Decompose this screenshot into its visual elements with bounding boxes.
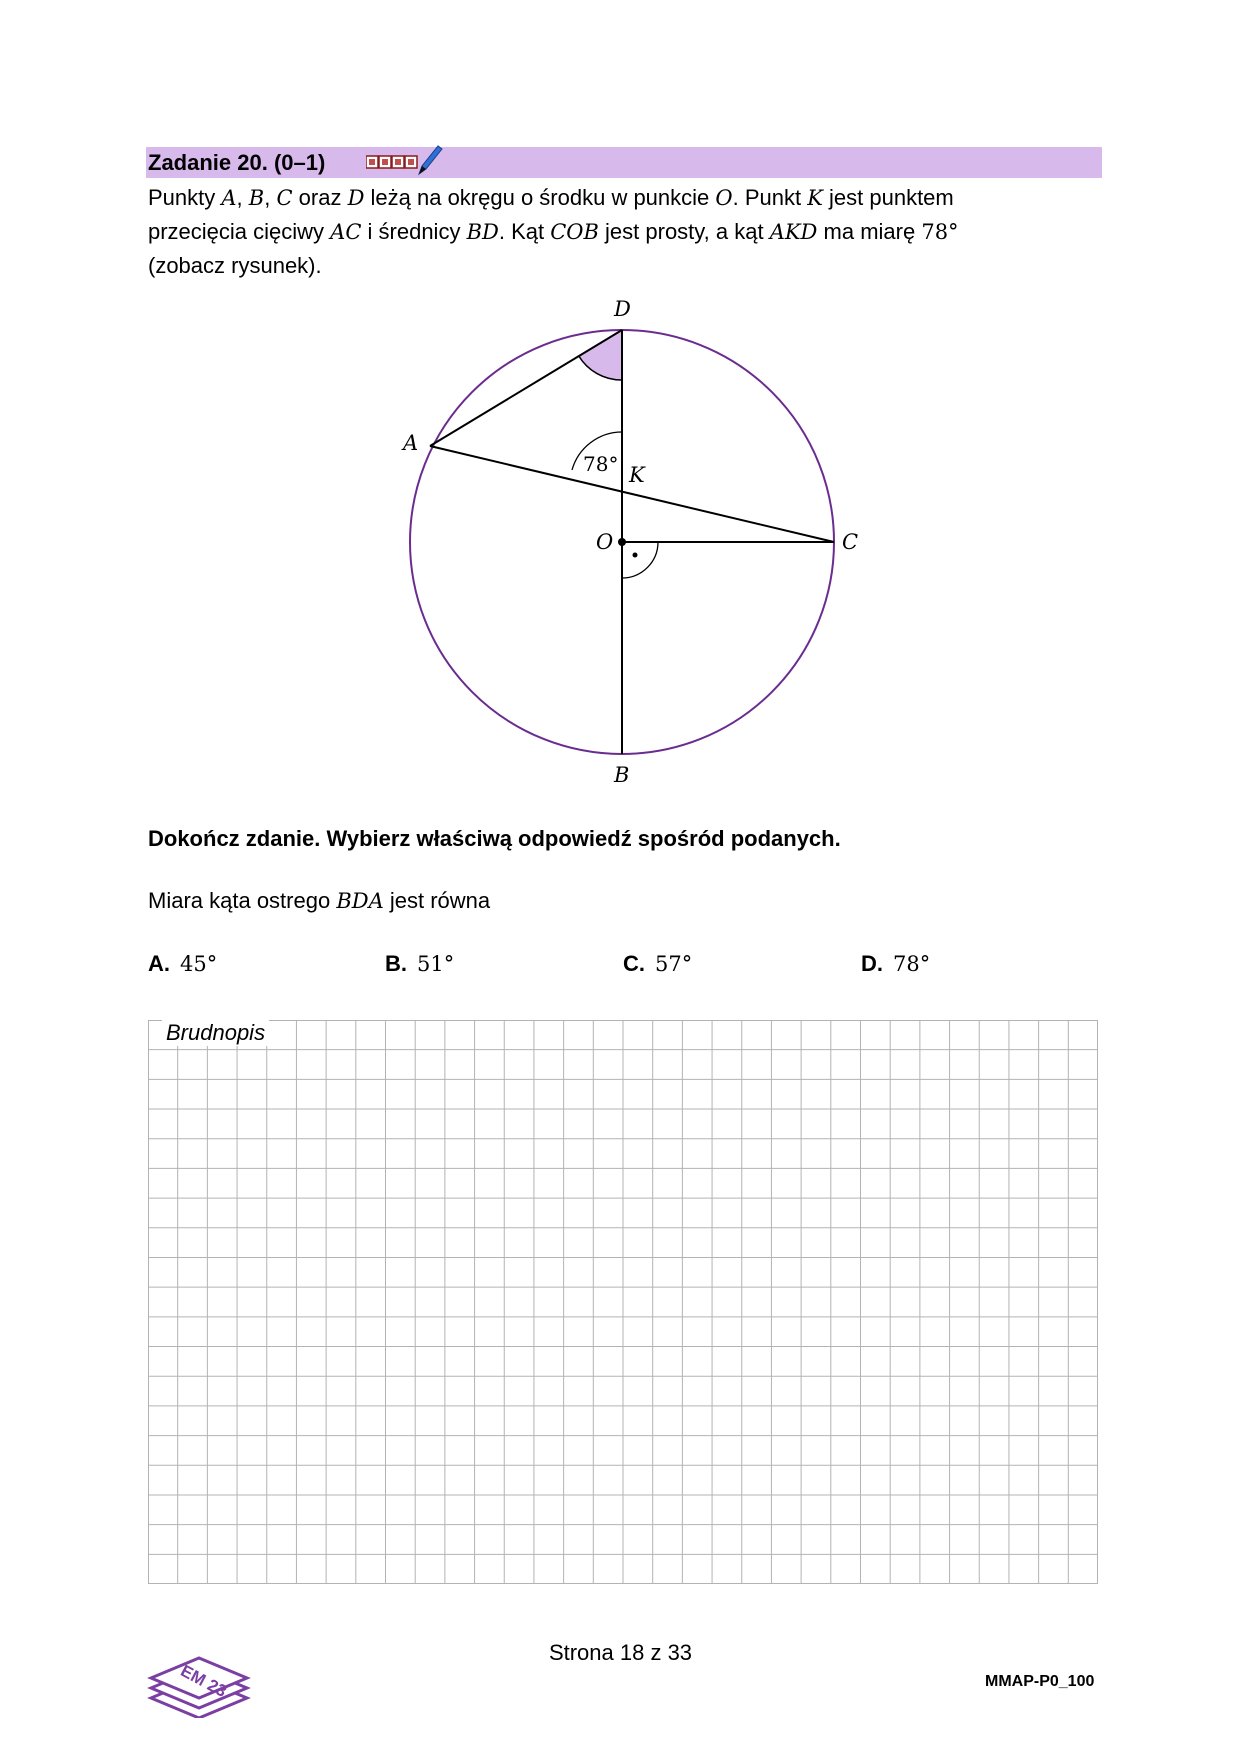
option-value: 57°	[655, 952, 693, 976]
option-d[interactable]	[861, 951, 930, 977]
label-k: K	[629, 463, 645, 487]
option-value: 51°	[417, 952, 455, 976]
option-letter: D.	[861, 951, 883, 976]
checkbox-icon	[392, 156, 404, 168]
page-number: Strona 18 z 33	[548, 1640, 693, 1665]
question	[148, 888, 490, 914]
label-o: O	[596, 530, 614, 554]
problem-line-1	[148, 181, 954, 215]
instruction: Dokończ zdanie. Wybierz właściwą odpowiedź spośród podanych.	[148, 826, 841, 851]
task-skill-icons	[366, 142, 446, 178]
label-d: D	[614, 297, 631, 321]
math-angle-value: 78°	[921, 220, 959, 244]
checkbox-icon	[405, 156, 417, 168]
option-c[interactable]	[623, 951, 692, 977]
center-point-o	[618, 538, 626, 546]
option-letter: A.	[148, 951, 170, 976]
label-c: C	[842, 530, 859, 554]
angle-bda-shade	[579, 330, 623, 380]
math-angle-bda: BDA	[336, 889, 384, 913]
label-b: B	[614, 763, 630, 787]
text: oraz	[292, 185, 348, 210]
pen-icon	[419, 146, 442, 174]
math-chord-ac: AC	[330, 220, 362, 244]
option-b[interactable]	[385, 951, 454, 977]
text: Punkty	[148, 185, 222, 210]
text: ,	[236, 185, 249, 210]
option-value: 78°	[893, 952, 931, 976]
math-point-o: O	[715, 186, 733, 210]
right-angle-dot	[633, 553, 638, 558]
option-value: 45°	[180, 952, 218, 976]
option-letter: B.	[385, 951, 407, 976]
segment-da	[430, 330, 622, 446]
checkbox-icon	[366, 156, 378, 168]
text: i średnicy	[361, 219, 467, 244]
chord-ac	[430, 446, 834, 542]
text: leżą na okręgu o środku w punkcie	[364, 185, 716, 210]
text: przecięcia cięciwy	[148, 219, 331, 244]
angle-label: 78°	[583, 452, 619, 476]
math-angle-akd: AKD	[769, 220, 818, 244]
exam-code: MMAP-P0_100	[985, 1673, 1095, 1690]
math-point-k: K	[807, 186, 823, 210]
text: . Kąt	[498, 219, 551, 244]
problem-line-3: (zobacz rysunek).	[148, 253, 322, 278]
checkbox-icon	[379, 156, 391, 168]
text: . Punkt	[732, 185, 808, 210]
text: ,	[264, 185, 277, 210]
text: jest prosty, a kąt	[598, 219, 770, 244]
math-point-c: C	[276, 186, 293, 210]
text: jest równa	[383, 888, 491, 913]
math-point-d: D	[347, 186, 365, 210]
text: jest punktem	[822, 185, 954, 210]
math-angle-cob: COB	[550, 220, 599, 244]
logo-text: EM 23	[177, 1661, 230, 1701]
right-angle-arc	[622, 542, 658, 578]
option-letter: C.	[623, 951, 645, 976]
text: Miara kąta ostrego	[148, 888, 337, 913]
option-a[interactable]	[148, 951, 217, 977]
task-title: Zadanie 20. (0–1)	[148, 150, 326, 175]
scratchpad-grid	[148, 1020, 1098, 1584]
scratchpad-label: Brudnopis	[162, 1020, 269, 1046]
problem-line-2	[148, 215, 959, 249]
math-point-a: A	[221, 186, 237, 210]
text: ma miarę	[817, 219, 922, 244]
geometry-figure	[400, 290, 860, 800]
math-diameter-bd: BD	[466, 220, 499, 244]
math-point-b: B	[248, 186, 265, 210]
label-a: A	[403, 431, 419, 455]
